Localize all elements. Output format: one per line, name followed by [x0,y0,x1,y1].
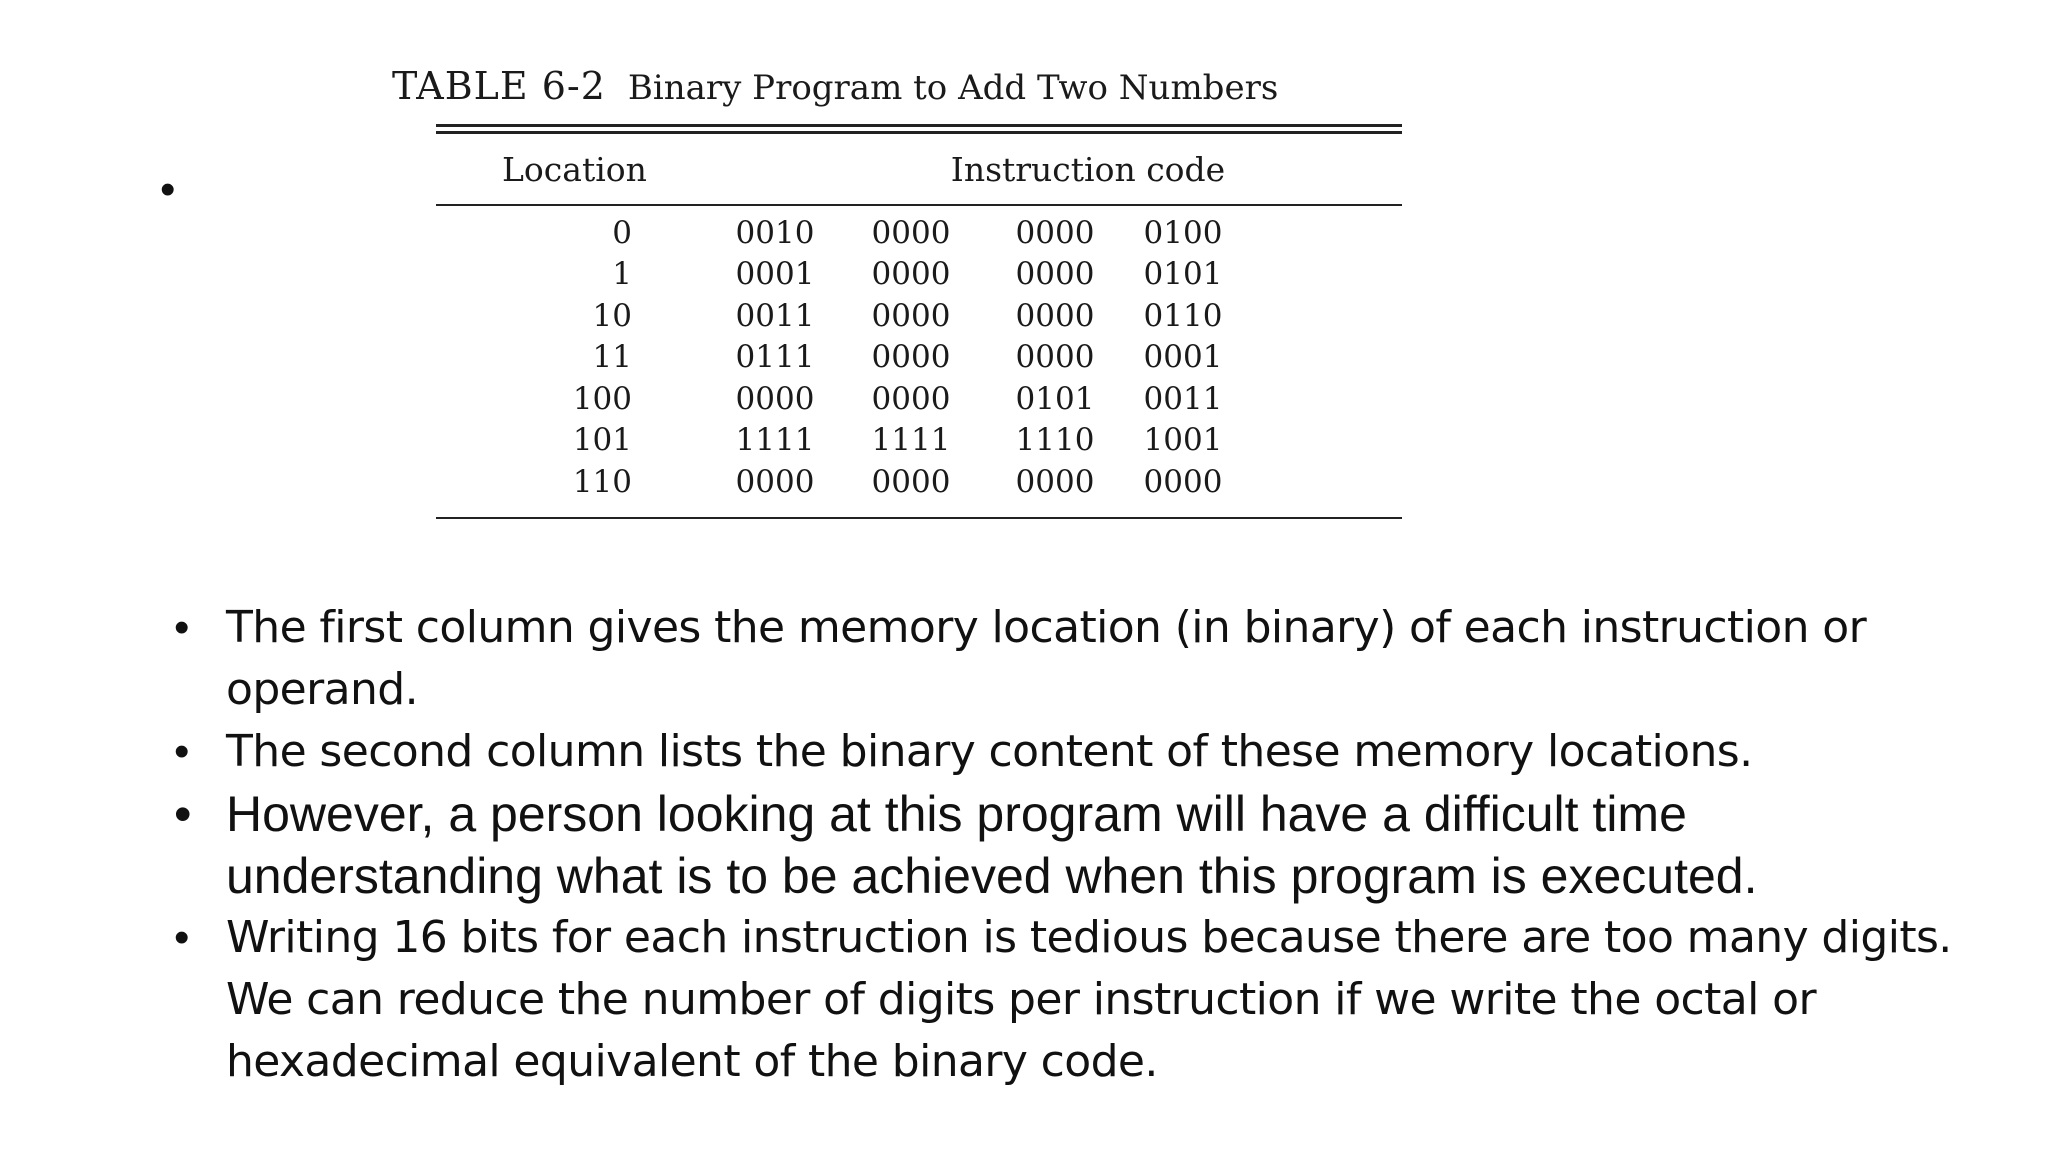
bullet-item [170,907,2010,1093]
table-row [436,212,1402,254]
bullet-item [170,721,2010,783]
bullet-item [170,597,2010,721]
cell-code-nibble: 0000 [871,380,951,417]
table-caption [392,64,1278,108]
header-instruction-code: Instruction code [950,149,1226,189]
bullet-dot: • [174,786,192,842]
cell-code-nibble: 0000 [1015,256,1095,293]
cell-code-nibble: 0001 [1143,339,1223,376]
cell-code-nibble: 0010 [735,214,815,251]
table-row [436,254,1402,296]
bullet-text: The second column lists the binary content of these memory locations. [226,726,1753,777]
cell-location: 110 [572,463,632,500]
cell-code-nibble: 1111 [871,422,951,459]
cell-code-nibble: 0111 [735,339,815,376]
cell-code-nibble: 0000 [1015,463,1095,500]
table-top-rule [436,124,1402,134]
table-row [436,461,1402,503]
table-body [436,206,1402,517]
cell-code-nibble: 0000 [735,380,815,417]
bullet-text: However, a person looking at this program will have a difficult time understanding what is to be achieved when this program is executed. [226,786,1758,904]
cell-code-nibble: 0000 [871,256,951,293]
cell-code-nibble: 0000 [871,214,951,251]
bullet-dot: • [174,913,189,962]
bullet-text: The first column gives the memory location (in binary) of each instruction or operand. [226,602,1867,715]
cell-location: 101 [572,422,632,459]
table-row [436,295,1402,337]
table-header-row [436,134,1402,204]
cell-location: 11 [592,339,632,376]
bullet-item [170,783,2010,907]
cell-code-nibble: 0000 [871,463,951,500]
bullet-text: Writing 16 bits for each instruction is tedious because there are too many digits. We can reduce the number of digits per instruction if we write the octal or hexadecimal equivalent of the binary code. [226,912,1952,1087]
cell-location: 1 [612,256,632,293]
cell-code-nibble: 0000 [871,297,951,334]
cell-code-nibble: 0000 [1015,339,1095,376]
cell-code-nibble: 1111 [735,422,815,459]
table-caption-label: TABLE 6-2 [392,64,606,108]
table-row [436,420,1402,462]
cell-code-nibble: 0000 [735,463,815,500]
cell-location: 100 [572,380,632,417]
cell-code-nibble: 1001 [1143,422,1223,459]
cell-code-nibble: 0000 [1143,463,1223,500]
table-caption-title: Binary Program to Add Two Numbers [627,68,1279,108]
cell-code-nibble: 0011 [735,297,815,334]
cell-code-nibble: 1110 [1015,422,1095,459]
header-location: Location [502,149,647,189]
cell-code-nibble: 0101 [1143,256,1223,293]
cell-code-nibble: 0110 [1143,297,1223,334]
cell-code-nibble: 0101 [1015,380,1095,417]
bullet-dot: • [174,727,189,776]
table-row [436,337,1402,379]
bullet-list [170,597,2010,1093]
table-bottom-rule [436,517,1402,519]
cell-code-nibble: 0011 [1143,380,1223,417]
cell-code-nibble: 0000 [871,339,951,376]
cell-code-nibble: 0001 [735,256,815,293]
cell-code-nibble: 0000 [1015,214,1095,251]
cell-code-nibble: 0000 [1015,297,1095,334]
cell-location: 0 [612,214,632,251]
binary-program-table [436,124,1402,519]
bullet-dot: • [174,603,189,652]
table-row [436,378,1402,420]
cell-code-nibble: 0100 [1143,214,1223,251]
cell-location: 10 [592,297,632,334]
stray-bullet-dot: • [160,165,176,214]
